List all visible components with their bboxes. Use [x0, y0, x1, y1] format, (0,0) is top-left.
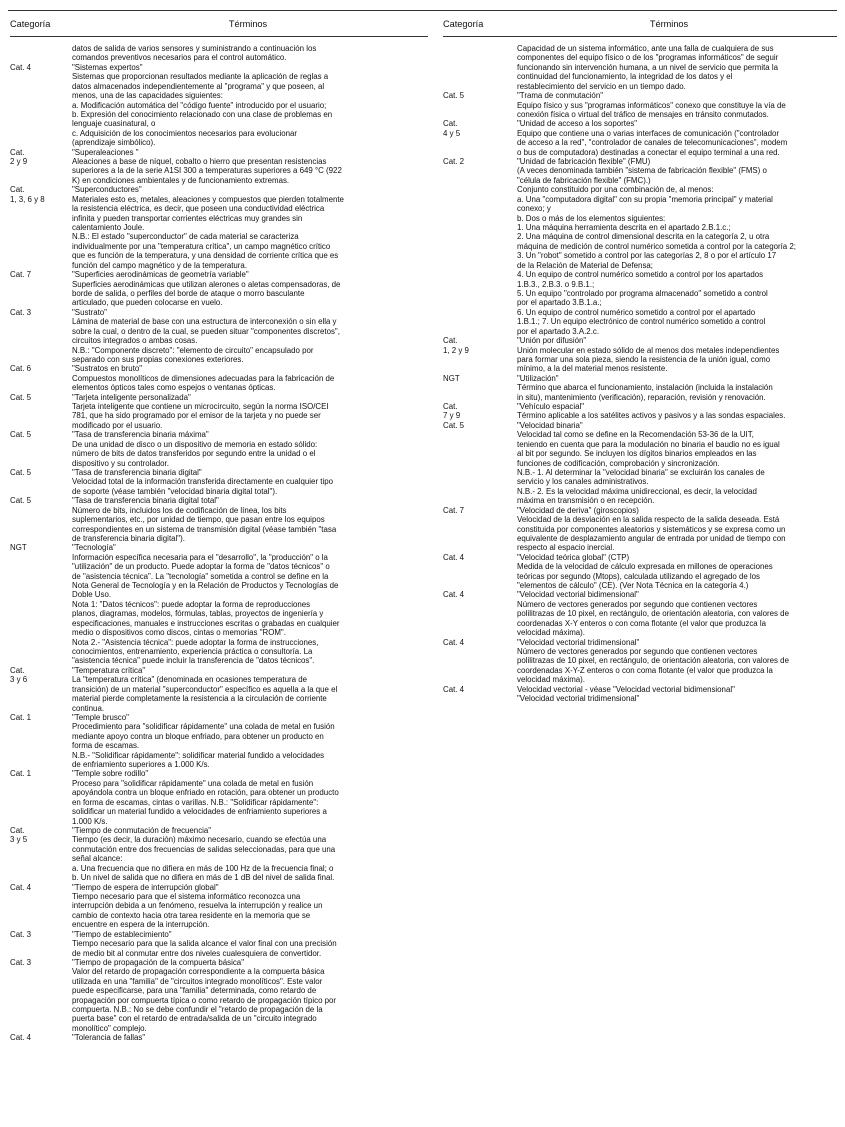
entry-line: en forma de escamas, cintas o varillas. N.B.: "Solidificar rápidamente":: [72, 797, 319, 807]
entry-line: correspondientes en un sistema de transmisión digital (véase también "tasa: [72, 524, 337, 534]
entry-line: a. Una frecuencia que no difiera en más de 100 Hz de la frecuencia final; o: [72, 863, 334, 873]
entry-line: para formar una sola pieza, siendo la resistencia de la unión igual, como: [517, 354, 771, 364]
entry-category: Cat. 2 y 9: [10, 147, 28, 167]
entry-line: "Velocidad vectorial tridimensional": [517, 637, 640, 647]
entry-line: Número de vectores generados por segundo que contienen vectores: [517, 599, 758, 609]
entry-line: polilitrazas de 10 pixel, en rectángulo, de orientación aleatoria, con valores de: [517, 609, 789, 619]
entry-line: comandos preventivos necesarios para el control automático.: [72, 53, 287, 63]
glossary-entry: [10, 713, 428, 770]
entry-category: Cat. 4 y 5: [443, 119, 461, 138]
entry-line: 1.B.3., 2.B.3. o 9.B.1.;: [517, 279, 595, 289]
entry-line: c. Adquisición de los conocimientos necesarios para evolucionar: [72, 128, 298, 138]
entry-line: "Tiempo de espera de interrupción global": [72, 882, 219, 892]
entry-category: Cat. 7: [10, 270, 32, 280]
entry-line: de acceso a la red", "controlador de canales de telecomunicaciones", modem: [517, 138, 788, 148]
entry-line: Procedimiento para "solidificar rápidamente" una colada de metal en fusión: [72, 722, 335, 732]
entry-category: Cat. 5: [10, 496, 32, 506]
entry-category: NGT: [443, 373, 460, 383]
entry-line: mínimo, a la del material menos resistente.: [517, 364, 668, 374]
entry-line: Información específica necesaria para el "desarrollo", la "producción" o la: [72, 552, 328, 562]
entry-category: Cat. 1, 2 y 9: [443, 336, 469, 355]
entry-line: mediante apoyo contra un bloque enfriado, para obtener un producto en: [72, 731, 324, 741]
entry-line: Velocidad de la desviación en la salida respecto de la salida deseada. Está: [517, 515, 780, 525]
entry-line: "Tasa de transferencia binaria máxima": [72, 430, 209, 440]
glossary-entry: [10, 826, 428, 883]
entry-terms: [517, 685, 837, 704]
entry-line: conocimientos, entrenamiento, experiencia práctica o consultoría. La: [72, 647, 313, 656]
entry-line: Compuestos monolíticos de dimensiones adecuadas para la fabricación de: [72, 373, 335, 383]
glossary-entry: [10, 148, 428, 186]
entry-line: K) en condiciones ambientales y de funcionamiento extremas.: [72, 175, 290, 185]
entry-line: máxima en transmisión o en recepción.: [517, 496, 655, 506]
entry-line: encuentre en espera de la interrupción.: [72, 920, 210, 930]
entry-line: Término que abarca el funcionamiento, instalación (incluida la instalación: [517, 383, 773, 393]
entry-line: in situ), mantenimiento (verificación), reparación, revisión y renovación.: [517, 392, 766, 402]
entry-category: Cat. 7 y 9: [443, 402, 461, 421]
entry-line: "Velocidad de deriva" (giroscopios): [517, 505, 639, 515]
entry-line: "Tiempo de establecimiento": [72, 929, 172, 939]
entry-terms: [517, 590, 837, 637]
entry-line: interrupción debida a un fenómeno, resuelva la interrupción y realice un: [72, 901, 323, 911]
entry-line: 781, que ha sido programado por el emisor de la tarjeta y no puede ser: [72, 411, 321, 421]
entry-line: de medio bit al conmutar entre dos niveles cualesquiera de convertidor.: [72, 948, 322, 958]
entry-line: conexión física o virtual del tráfico de mensajes en tránsito conmutados.: [517, 109, 769, 119]
glossary-entry: [10, 63, 428, 148]
terms-header: Términos: [649, 19, 689, 29]
glossary-entry: [443, 44, 837, 91]
entry-line: o bus de computadora) destinadas a conectar el equipo terminal a una red.: [517, 147, 780, 157]
entry-line: "Unión por difusión": [517, 336, 587, 346]
entry-line: "Velocidad teórica global" (CTP): [517, 552, 630, 562]
entry-terms: [72, 826, 428, 883]
entry-line: elementos ópticos tales como espejos o ventanas ópticas.: [72, 383, 276, 393]
right-table-header: [443, 12, 837, 37]
entry-line: por el apartado 3.B.1.a.;: [517, 298, 602, 308]
entry-line: "Superaleaciones ": [72, 147, 139, 157]
entry-line: Término aplicable a los satélites activos y pasivos y a las sondas espaciales.: [517, 411, 786, 421]
glossary-entry: [10, 364, 428, 392]
entry-terms: [72, 393, 428, 431]
entry-line: 1.000 K/s.: [72, 816, 108, 826]
entry-line: utilizada en una "familia" de "circuitos integrado monolíticos". Este valor: [72, 976, 323, 986]
glossary-entry: [443, 336, 837, 374]
entry-line: Materiales esto es, metales, aleaciones y compuestos que pierden totalmente: [72, 194, 344, 204]
entry-line: transición) de un material "superconductor" específico es aquella a la que el: [72, 684, 338, 694]
entry-category: Cat. 3: [10, 957, 32, 967]
entry-line: Nota 1: "Datos técnicos": puede adoptar la forma de reproducciones: [72, 599, 311, 609]
entry-line: Equipo que contiene una o varias interfaces de comunicación ("controlador: [517, 128, 780, 138]
entry-line: "utilización" de un producto. Puede adoptar la forma de "datos técnicos" o: [72, 562, 330, 572]
glossary-entry: [10, 930, 428, 958]
entry-line: planos, diagramas, modelos, fórmulas, tablas, proyectos de ingeniería y: [72, 609, 324, 619]
entry-line: "Velocidad vectorial tridimensional": [517, 694, 640, 704]
entry-line: coordenadas X-Y enteros o con coma flotante (el valor que produzca la: [517, 618, 766, 628]
entry-line: monolítico" complejo.: [72, 1023, 147, 1033]
glossary-entry: [10, 883, 428, 930]
entry-terms: [72, 364, 428, 392]
entry-line: coordenadas X-Y-Z enteros o con coma flotante (el valor que produzca la: [517, 665, 773, 675]
entry-line: Tiempo necesario para que el sistema informático reconozca una: [72, 891, 301, 901]
entry-line: 2. Una máquina de control dimensional descrita en la categoría 2, u otra: [517, 232, 770, 242]
entry-line: "Tolerancia de fallas": [72, 1033, 146, 1043]
entry-line: 1. Una máquina herramienta descrita en el apartado 2.B.1.c.;: [517, 223, 731, 233]
entry-line: "Temperatura crítica": [72, 665, 146, 675]
entry-line: Tarjeta inteligente que contiene un microcircuito, según la norma ISO/CEI: [72, 402, 329, 412]
glossary-entry: [10, 185, 428, 270]
entry-terms: [72, 666, 428, 713]
entry-line: suplementarios, etc., por unidad de tiempo, que pasan entre los equipos: [72, 515, 325, 525]
entry-terms: [72, 543, 428, 665]
glossary-entry: [10, 958, 428, 1033]
entry-line: infinita y pueden transportar corrientes eléctricas muy grandes sin: [72, 213, 303, 223]
glossary-entry: [10, 44, 428, 63]
entry-line: "Utilización": [517, 373, 559, 383]
entry-line: (A veces denominada también "sistema de fabricación flexible" (FMS) o: [517, 166, 767, 176]
entry-category: [443, 44, 517, 91]
entry-line: 1.B.1.; 7. Un equipo electrónico de control numérico sometido a control: [517, 317, 766, 327]
entry-line: (aprendizaje simbólico).: [72, 138, 156, 148]
entry-category: Cat. 4: [443, 590, 465, 600]
entry-line: "Tasa de transferencia binaria digital total": [72, 496, 219, 506]
entry-line: apoyándola contra un bloque enfriado en rotación, para obtener un producto: [72, 788, 339, 798]
entry-line: Unión molecular en estado sólido de al menos dos metales independientes: [517, 345, 780, 355]
entry-line: de "asistencia técnica". La "tecnología" sometida a control se define en la: [72, 571, 329, 581]
entry-terms: [72, 308, 428, 365]
right-column: [443, 12, 837, 704]
entry-terms: [72, 185, 428, 270]
entry-terms: [517, 402, 837, 421]
glossary-entry: [10, 393, 428, 431]
entry-category: Cat. 4: [443, 637, 465, 647]
entry-category: Cat. 3 y 5: [10, 826, 28, 845]
entry-line: "Superficies aerodinámicas de geometría variable": [72, 270, 249, 280]
entry-terms: [517, 91, 837, 119]
entry-line: b. Un nivel de salida que no difiera en más de 1 dB del nivel de salida final.: [72, 873, 335, 883]
glossary-entry: [10, 1033, 428, 1042]
top-rule: [8, 10, 837, 11]
entry-line: Velocidad vectorial - véase "Velocidad vectorial bidimensional": [517, 684, 735, 694]
entry-line: equivalente de desplazamiento angular de entrada por unidad de tiempo con: [517, 533, 786, 543]
entry-line: Valor del retardo de propagación correspondiente a la compuerta básica: [72, 967, 325, 977]
entry-terms: [72, 1033, 428, 1042]
entry-line: "Sustrato": [72, 307, 107, 317]
entry-category: Cat. 7: [443, 505, 465, 515]
entry-line: "Velocidad vectorial bidimensional": [517, 590, 639, 600]
glossary-entry: [10, 769, 428, 826]
entry-terms: [517, 421, 837, 506]
entry-line: velocidad máxima).: [517, 628, 585, 638]
entry-line: superiores a la de la serie A1SI 300 a temperaturas superiores a 649 °C (922: [72, 166, 342, 176]
entry-line: Superficies aerodinámicas que utilizan alerones o aletas compensadoras, de: [72, 279, 341, 289]
entry-line: articulado, que pueden colocarse en vuelo.: [72, 298, 223, 308]
entry-line: "Tecnología": [72, 543, 116, 553]
entry-category: Cat. 1, 3, 6 y 8: [10, 185, 45, 204]
entry-terms: [72, 468, 428, 496]
glossary-entry: [443, 374, 837, 402]
entry-line: modificado por el usuario.: [72, 420, 163, 430]
entry-line: "Temple brusco": [72, 712, 129, 722]
entry-line: separado con sus propias conexiones exteriores.: [72, 354, 244, 364]
entry-line: teóricas por segundo (Mtops), calculada utilizando el agregado de los: [517, 571, 761, 581]
entry-line: b. Expresión del conocimiento relacionado con una clase de problemas en: [72, 109, 333, 119]
entry-line: respecto al espacio inercial.: [517, 543, 615, 553]
entry-category: Cat. 5: [10, 392, 32, 402]
entry-line: N.B.- 2. Es la velocidad máxima unidireccional, es decir, la velocidad: [517, 486, 757, 496]
glossary-entry: [443, 91, 837, 119]
entry-terms: [72, 63, 428, 148]
glossary-entry: [10, 430, 428, 468]
glossary-entry: [10, 666, 428, 713]
entry-line: lenguaje cuasinatural, o: [72, 119, 156, 129]
entry-line: circuitos integrados o ambas cosas.: [72, 336, 198, 346]
entry-line: "Tiempo de conmutación de frecuencia": [72, 826, 212, 836]
entry-category: Cat. 3: [10, 307, 32, 317]
glossary-entry: [10, 308, 428, 365]
entry-line: 5. Un equipo "controlado por programa almacenado" sometido a control: [517, 288, 768, 298]
entry-line: Número de bits, incluidos los de codificación de línea, los bits: [72, 505, 287, 515]
entry-line: 3. Un "robot" sometido a control por las categorías 2, 8 o por el artículo 17: [517, 251, 777, 261]
entry-line: "Unidad de fabricación flexible" (FMU): [517, 157, 651, 167]
entry-terms: [72, 496, 428, 543]
entry-line: 6. Un equipo de control numérico sometido a control por el apartado: [517, 307, 756, 317]
entry-line: al bit por segundo. Se incluyen los dígitos binarios empleados en las: [517, 449, 757, 459]
entry-category: Cat. 3 y 6: [10, 665, 28, 685]
entry-line: servicio y los canales administrativos.: [517, 477, 649, 487]
entry-category: NGT: [10, 543, 27, 553]
entry-line: Proceso para "solidificar rápidamente" una colada de metal en fusión: [72, 778, 314, 788]
entry-line: máquina de medición de control numérico sometida a control por la categoría 2;: [517, 241, 796, 251]
entry-line: "Trama de conmutación": [517, 91, 604, 101]
entry-line: Conjunto constituido por una combinación de, al menos:: [517, 185, 714, 195]
entry-line: "célula de fabricación flexible" (FMC).): [517, 175, 651, 185]
entry-line: material pierde completamente la resistencia a la circulación de corriente: [72, 694, 327, 704]
entry-line: número de bits de datos transferidos por segundo entre la unidad o el: [72, 449, 316, 459]
entry-line: que es función de la temperatura, y una densidad de corriente crítica que es: [72, 251, 339, 261]
entry-category: Cat. 6: [10, 364, 32, 374]
entry-terms: [72, 430, 428, 468]
entry-line: restablecimiento del servicio en un tiempo dado.: [517, 81, 686, 91]
entry-category: Cat. 4: [443, 552, 465, 562]
entry-category: Cat. 1: [10, 769, 32, 779]
entry-line: "asistencia técnica" puede incluir la transferencia de "datos técnicos".: [72, 656, 315, 666]
entry-terms: [72, 270, 428, 308]
entry-line: de la Relación de Material de Defensa;: [517, 260, 653, 270]
entry-line: Doble Uso.: [72, 590, 112, 600]
entry-line: dispositivo y su controlador.: [72, 458, 169, 468]
entry-line: datos almacenados independientemente al "programa" y que poseen, al: [72, 81, 325, 91]
entry-line: funcionando sin intervención humana, a un nivel de servicio que permita la: [517, 62, 778, 72]
entry-line: "Tarjeta inteligente personalizada": [72, 392, 191, 402]
entry-line: a. Modificación automática del "código fuente" introducido por el usuario;: [72, 100, 327, 110]
entry-line: Velocidad total de la información transferida directamente en cualquier tipo: [72, 477, 333, 487]
glossary-entry: [443, 421, 837, 506]
entry-line: Capacidad de un sistema informático, ante una falla de cualquiera de sus: [517, 44, 774, 53]
entry-line: continua.: [72, 703, 105, 713]
entry-line: de soporte (véase también "velocidad binaria digital total").: [72, 486, 278, 496]
entry-line: a. Una "computadora digital" con su propia "memoria principal" y material: [517, 194, 773, 204]
entry-terms: [517, 44, 837, 91]
entry-line: Sistemas que proporcionan resultados mediante la aplicación de reglas a: [72, 72, 329, 82]
entry-line: Aleaciones a base de níquel, cobalto o hierro que presentan resistencias: [72, 157, 327, 167]
glossary-entry: [443, 590, 837, 637]
entry-line: borde de salida, o perfiles del borde de ataque o morro basculante: [72, 288, 305, 298]
entry-category: Cat. 5: [10, 467, 32, 477]
entry-category: Cat. 4: [443, 684, 465, 694]
entry-line: "Velocidad binaria": [517, 420, 583, 430]
entry-terms: [517, 506, 837, 553]
glossary-entry: [443, 157, 837, 336]
entry-line: "Sustratos en bruto": [72, 364, 143, 374]
entry-line: N.B.: El estado "superconductor" de cada material se caracteriza: [72, 232, 299, 242]
entry-line: La "temperatura crítica" (denominada en ocasiones temperatura de: [72, 675, 308, 685]
entry-terms: [517, 157, 837, 336]
entry-line: puede especificarse, para una "familia" determinada, como retardo de: [72, 986, 317, 996]
entry-line: medio o dispositivos como discos, cintas o memorias "ROM".: [72, 628, 286, 638]
entry-category: Cat. 1: [10, 712, 32, 722]
entry-line: función del campo magnético y de la temperatura.: [72, 260, 248, 270]
entry-category: Cat. 5: [10, 430, 32, 440]
left-table-header: [10, 12, 428, 37]
entry-line: Medida de la velocidad de cálculo expresada en millones de operaciones: [517, 562, 773, 572]
entry-line: propagación por compuerta típica o como retardo de propagación típico por: [72, 995, 337, 1005]
glossary-entry: [443, 402, 837, 421]
entry-category: Cat. 5: [443, 91, 465, 101]
entry-line: polilitrazas de 10 pixel, en rectángulo, de orientación aleatoria, con valores de: [517, 656, 789, 666]
entry-line: "Vehículo espacial": [517, 402, 585, 412]
entry-line: Nota General de Tecnología y en la Relación de Productos y Tecnologías de: [72, 581, 339, 591]
entry-terms: [72, 930, 428, 958]
entry-line: individualmente por una "temperatura crítica", un campo magnético crítico: [72, 241, 331, 251]
entry-line: Tiempo necesario para que la salida alcance el valor final con una precisión: [72, 939, 337, 949]
entry-line: puerta base" con el retardo de entrada/salida de un "circuito integrado: [72, 1014, 317, 1024]
category-header: Categoría: [10, 19, 51, 29]
entry-line: b. Dos o más de los elementos siguientes:: [517, 213, 666, 223]
left-entries: [10, 44, 428, 1043]
entry-line: "Superconductores": [72, 185, 142, 195]
entry-line: menos, una de las capacidades siguientes:: [72, 91, 223, 101]
entry-line: "Tiempo de propagación de la compuerta básica": [72, 957, 244, 967]
entry-terms: [517, 336, 837, 374]
entry-line: cambio de contexto hacia otra tarea residente en la memoria que se: [72, 910, 311, 920]
entry-line: sobre la cual, o dentro de la cual, se pueden situar "componentes discretos",: [72, 326, 340, 336]
entry-line: por el apartado 3.A.2.c.: [517, 326, 600, 336]
entry-category: [10, 44, 72, 63]
glossary-entry: [443, 506, 837, 553]
entry-terms: [72, 883, 428, 930]
entry-line: conmutación entre dos frecuencias de salidas seleccionadas, para que una: [72, 844, 336, 854]
entry-line: especificaciones, manuales e instrucciones escritas o grabadas en cualquier: [72, 618, 340, 628]
entry-line: "Tasa de transferencia binaria digital": [72, 467, 202, 477]
entry-line: "Unidad de acceso a los soportes": [517, 119, 638, 129]
entry-terms: [517, 638, 837, 685]
left-column: [10, 12, 428, 1043]
entry-line: Lámina de material de base con una estructura de interconexión o sin ella y: [72, 317, 337, 327]
entry-line: N.B.- "Solidificar rápidamente": solidificar material fundido a velocidades: [72, 750, 325, 760]
glossary-entry: [443, 553, 837, 591]
entry-category: Cat. 4: [10, 1033, 32, 1043]
glossary-entry: [10, 270, 428, 308]
entry-category: Cat. 4: [10, 882, 32, 892]
entry-terms: [72, 44, 428, 63]
entry-line: solidificar un material fundido a velocidades de enfriamiento superiores a: [72, 807, 327, 817]
terms-header: Términos: [228, 19, 268, 29]
entry-line: "Temple sobre rodillo": [72, 769, 149, 779]
glossary-entry: [443, 638, 837, 685]
glossary-entry: [10, 543, 428, 665]
entry-line: N.B.- 1. Al determinar la "velocidad binaria" se excluirán los canales de: [517, 467, 765, 477]
entry-line: componentes del equipo físico o de los "programas informáticos" de seguir: [517, 53, 779, 63]
entry-line: Tiempo (es decir, la duración) máximo necesario, cuando se efectúa una: [72, 835, 327, 845]
entry-line: datos de salida de varios sensores y suministrando a continuación los: [72, 44, 317, 53]
entry-line: 4. Un equipo de control numérico sometido a control por los apartados: [517, 270, 764, 280]
entry-terms: [72, 958, 428, 1033]
entry-line: Velocidad tal como se define en la Recomendación 53-36 de la UIT,: [517, 430, 754, 440]
entry-line: forma de escamas.: [72, 741, 140, 751]
glossary-entry: [10, 496, 428, 543]
entry-line: la resistencia eléctrica, es decir, que poseen una conductividad eléctrica: [72, 204, 325, 214]
entry-line: compuerta. N.B.: No se debe confundir el "retardo de propagación de la: [72, 1005, 323, 1015]
entry-line: continuidad del funcionamiento, la integridad de los datos y el: [517, 72, 733, 82]
glossary-entry: [443, 685, 837, 704]
entry-terms: [72, 713, 428, 770]
entry-line: de transferencia binaria digital").: [72, 533, 185, 543]
entry-line: Número de vectores generados por segundo que contienen vectores: [517, 647, 758, 656]
entry-line: De una unidad de disco o un dispositivo de memoria en estado sólido:: [72, 439, 318, 449]
entry-line: señal alcance:: [72, 854, 123, 864]
entry-terms: [72, 148, 428, 186]
entry-category: Cat. 3: [10, 929, 32, 939]
entry-line: teniendo en cuenta que para la modulación no binaria el baudio no es igual: [517, 439, 780, 449]
entry-line: N.B.: "Componente discreto": "elemento de circuito" encapsulado por: [72, 345, 314, 355]
entry-line: Nota 2.- "Asistencia técnica": puede adoptar la forma de instrucciones,: [72, 637, 319, 647]
entry-terms: [517, 553, 837, 591]
entry-line: calentamiento Joule.: [72, 223, 145, 233]
entry-terms: [517, 374, 837, 402]
entry-line: "Sistemas expertos": [72, 62, 143, 72]
entry-terms: [517, 119, 837, 157]
category-header: Categoría: [443, 19, 484, 29]
entry-line: velocidad máxima).: [517, 675, 585, 685]
entry-line: constituida por componentes aleatorios y sistemáticos y se expresa como un: [517, 524, 786, 534]
glossary-entry: [443, 119, 837, 157]
entry-category: Cat. 2: [443, 157, 465, 167]
entry-line: "elementos de cálculo" (CE). (Ver Nota Técnica en la categoría 4.): [517, 581, 749, 591]
entry-terms: [72, 769, 428, 826]
entry-category: Cat. 5: [443, 420, 465, 430]
entry-line: conexo; y: [517, 204, 551, 214]
entry-line: Equipo físico y sus "programas informáticos" conexo que constituye la vía de: [517, 100, 786, 110]
right-entries: [443, 44, 837, 704]
entry-line: de enfriamiento superiores a 1.000 K/s.: [72, 760, 210, 770]
entry-category: Cat. 4: [10, 62, 32, 72]
entry-line: funciones de codificación, comprobación y sincronización.: [517, 458, 720, 468]
glossary-entry: [10, 468, 428, 496]
